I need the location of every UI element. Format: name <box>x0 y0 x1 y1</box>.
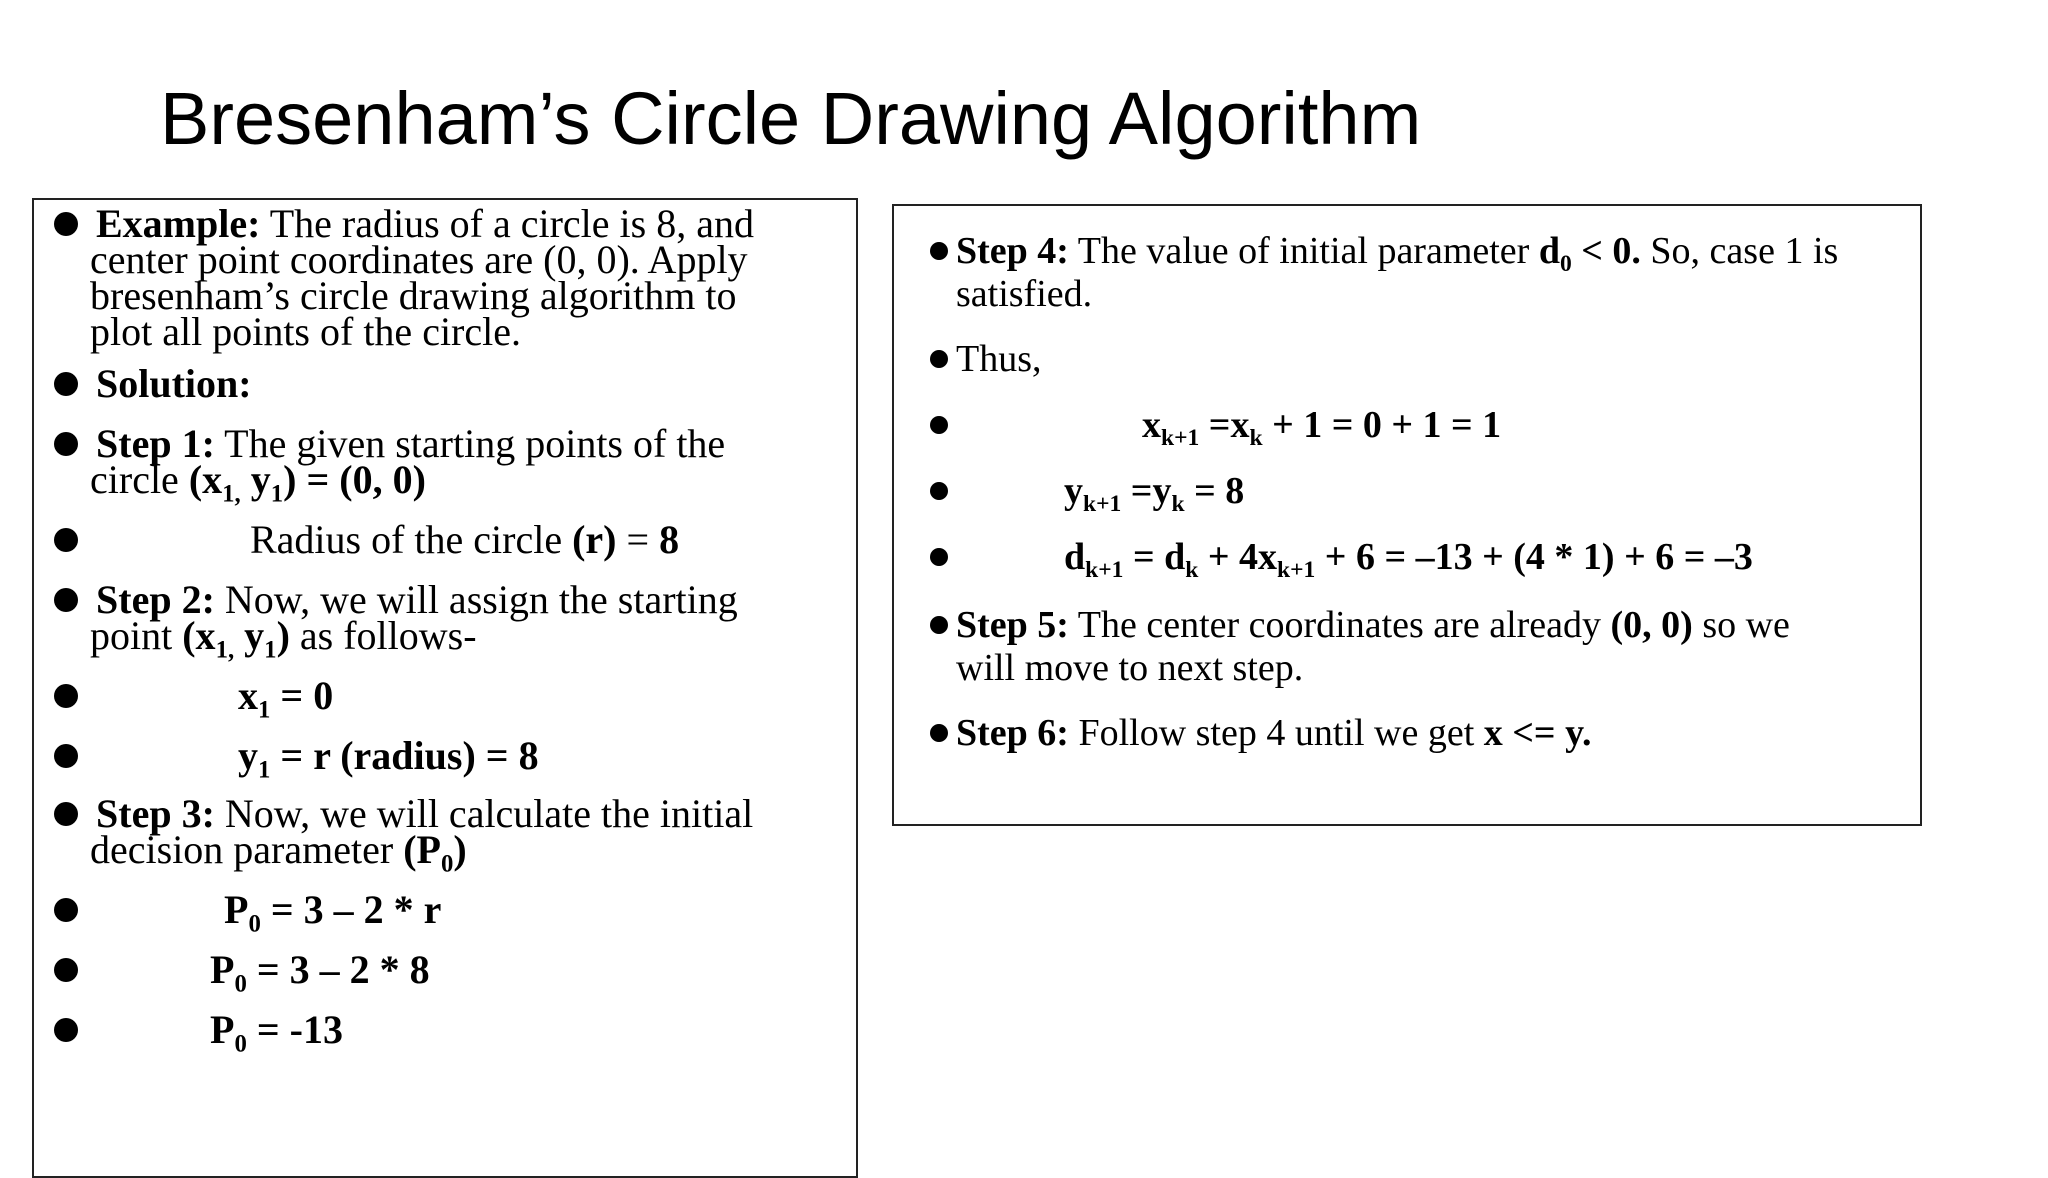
step6-pre: Follow step 4 until we get <box>1068 712 1484 754</box>
bullet-dot <box>930 416 948 434</box>
step2-post: as follows- <box>289 613 477 658</box>
y1-eq: = r (radius) = 8 <box>270 733 539 778</box>
xk-sub1: k+1 <box>1161 425 1200 452</box>
step1-y-sub: 1 <box>270 480 284 508</box>
step2-line-2: point <box>90 613 183 658</box>
example-line-1: The radius of a circle is 8, and <box>260 201 754 246</box>
slide-title: Bresenham’s Circle Drawing Algorithm <box>160 77 1422 160</box>
step1-line-2: circle <box>90 457 189 502</box>
step1-eq: ) = (0, 0) <box>283 457 426 502</box>
bullet-dot <box>54 1018 78 1042</box>
dk-sub3: k+1 <box>1277 557 1316 584</box>
step2-close: ) <box>276 613 290 658</box>
bullet-dot <box>54 372 78 396</box>
x1-eq: = 0 <box>270 673 334 718</box>
bullet-dot <box>54 898 78 922</box>
dk-var: d <box>1064 536 1086 578</box>
step2-y: y <box>234 613 265 658</box>
bullet-dot <box>930 616 948 634</box>
bullet-dot <box>54 212 78 236</box>
step3-line-1: Now, we will calculate the initial <box>214 791 754 836</box>
x1-sub: 1 <box>258 696 271 724</box>
step3-p-sub: 0 <box>440 850 454 878</box>
bullet-dot <box>54 432 78 456</box>
step5-label: Step 5: <box>956 604 1069 646</box>
yk-sub1: k+1 <box>1083 491 1122 518</box>
bullet-dot <box>54 528 78 552</box>
bullet-dot <box>54 744 78 768</box>
step4-label: Step 4: <box>956 230 1069 272</box>
x1-var: x <box>238 673 258 718</box>
bullet-dot <box>54 588 78 612</box>
step5-pre: The center coordinates are already <box>1068 604 1611 646</box>
p0c-sub: 0 <box>234 1030 247 1058</box>
p0b-var: P <box>210 947 235 992</box>
bullet-dot <box>54 684 78 708</box>
dk-eq: + 6 = –13 + (4 * 1) + 6 = –3 <box>1315 536 1753 578</box>
p0a-eq: = 3 – 2 * r <box>260 887 442 932</box>
example-line-2: center point coordinates are (0, 0). Apply <box>90 237 748 282</box>
yk-mid: =y <box>1121 470 1172 512</box>
p0b-eq: = 3 – 2 * 8 <box>246 947 430 992</box>
xk-var: x <box>1142 404 1161 446</box>
step3-close: ) <box>453 827 467 872</box>
step1-x-sub: 1, <box>222 480 241 508</box>
bullet-dot <box>930 548 948 566</box>
step4-pre: The value of initial parameter <box>1068 230 1539 272</box>
example-line-4: plot all points of the circle. <box>90 309 521 354</box>
xk-eq: + 1 = 0 + 1 = 1 <box>1262 404 1502 446</box>
radius-text: Radius of the circle <box>250 517 573 562</box>
step4-d: d <box>1538 230 1560 272</box>
p0c-eq: = -13 <box>246 1007 343 1052</box>
radius-eq: = <box>616 517 660 562</box>
step6-label: Step 6: <box>956 712 1069 754</box>
step5-line-2: will move to next step. <box>956 647 1304 689</box>
step4-cond: < 0. <box>1571 230 1641 272</box>
xk-sub2: k <box>1249 425 1263 452</box>
step4-post: So, case 1 is <box>1640 230 1839 272</box>
step2-x: (x <box>182 613 216 658</box>
radius-value: 8 <box>659 517 680 562</box>
step2-line-1: Now, we will assign the starting <box>214 577 738 622</box>
step5-bold: (0, 0) <box>1610 604 1693 646</box>
step3-p: (P <box>403 827 441 872</box>
yk-sub2: k <box>1171 491 1185 518</box>
step1-line-1: The given starting points of the <box>214 421 726 466</box>
radius-r: (r) <box>572 517 617 562</box>
example-label: Example: <box>96 201 261 246</box>
example-line-3: bresenham’s circle drawing algorithm to <box>90 273 737 318</box>
thus-text: Thus, <box>956 338 1042 380</box>
bullet-dot <box>54 802 78 826</box>
bullet-dot <box>930 350 948 368</box>
right-content-box <box>892 204 1922 826</box>
step1-label: Step 1: <box>96 421 215 466</box>
left-content-box <box>32 198 858 1178</box>
step4-line-2: satisfied. <box>956 273 1093 315</box>
p0a-var: P <box>224 887 249 932</box>
dk-sub2: k <box>1185 557 1199 584</box>
step2-label: Step 2: <box>96 577 215 622</box>
bullet-dot <box>54 958 78 982</box>
dk-mid2: + 4x <box>1198 536 1277 578</box>
y1-sub: 1 <box>258 756 271 784</box>
step2-y-sub: 1 <box>264 636 277 664</box>
step1-x: (x <box>188 457 223 502</box>
p0b-sub: 0 <box>234 970 247 998</box>
solution-label: Solution: <box>96 361 252 406</box>
step1-y: y <box>240 457 271 502</box>
dk-mid: = d <box>1123 536 1186 578</box>
p0c-var: P <box>210 1007 235 1052</box>
step6-bold: x <= y. <box>1483 712 1592 754</box>
p0a-sub: 0 <box>248 910 261 938</box>
bullet-dot <box>930 482 948 500</box>
y1-var: y <box>238 733 258 778</box>
bullet-dot <box>930 724 948 742</box>
step2-x-sub: 1, <box>215 636 235 664</box>
dk-sub1: k+1 <box>1085 557 1124 584</box>
step4-d-sub: 0 <box>1559 251 1572 278</box>
yk-var: y <box>1064 470 1083 512</box>
step3-label: Step 3: <box>96 791 215 836</box>
bullet-dot <box>930 242 948 260</box>
step3-line-2: decision parameter <box>90 827 404 872</box>
step5-post: so we <box>1692 604 1790 646</box>
yk-eq: = 8 <box>1184 470 1245 512</box>
xk-mid: =x <box>1199 404 1250 446</box>
